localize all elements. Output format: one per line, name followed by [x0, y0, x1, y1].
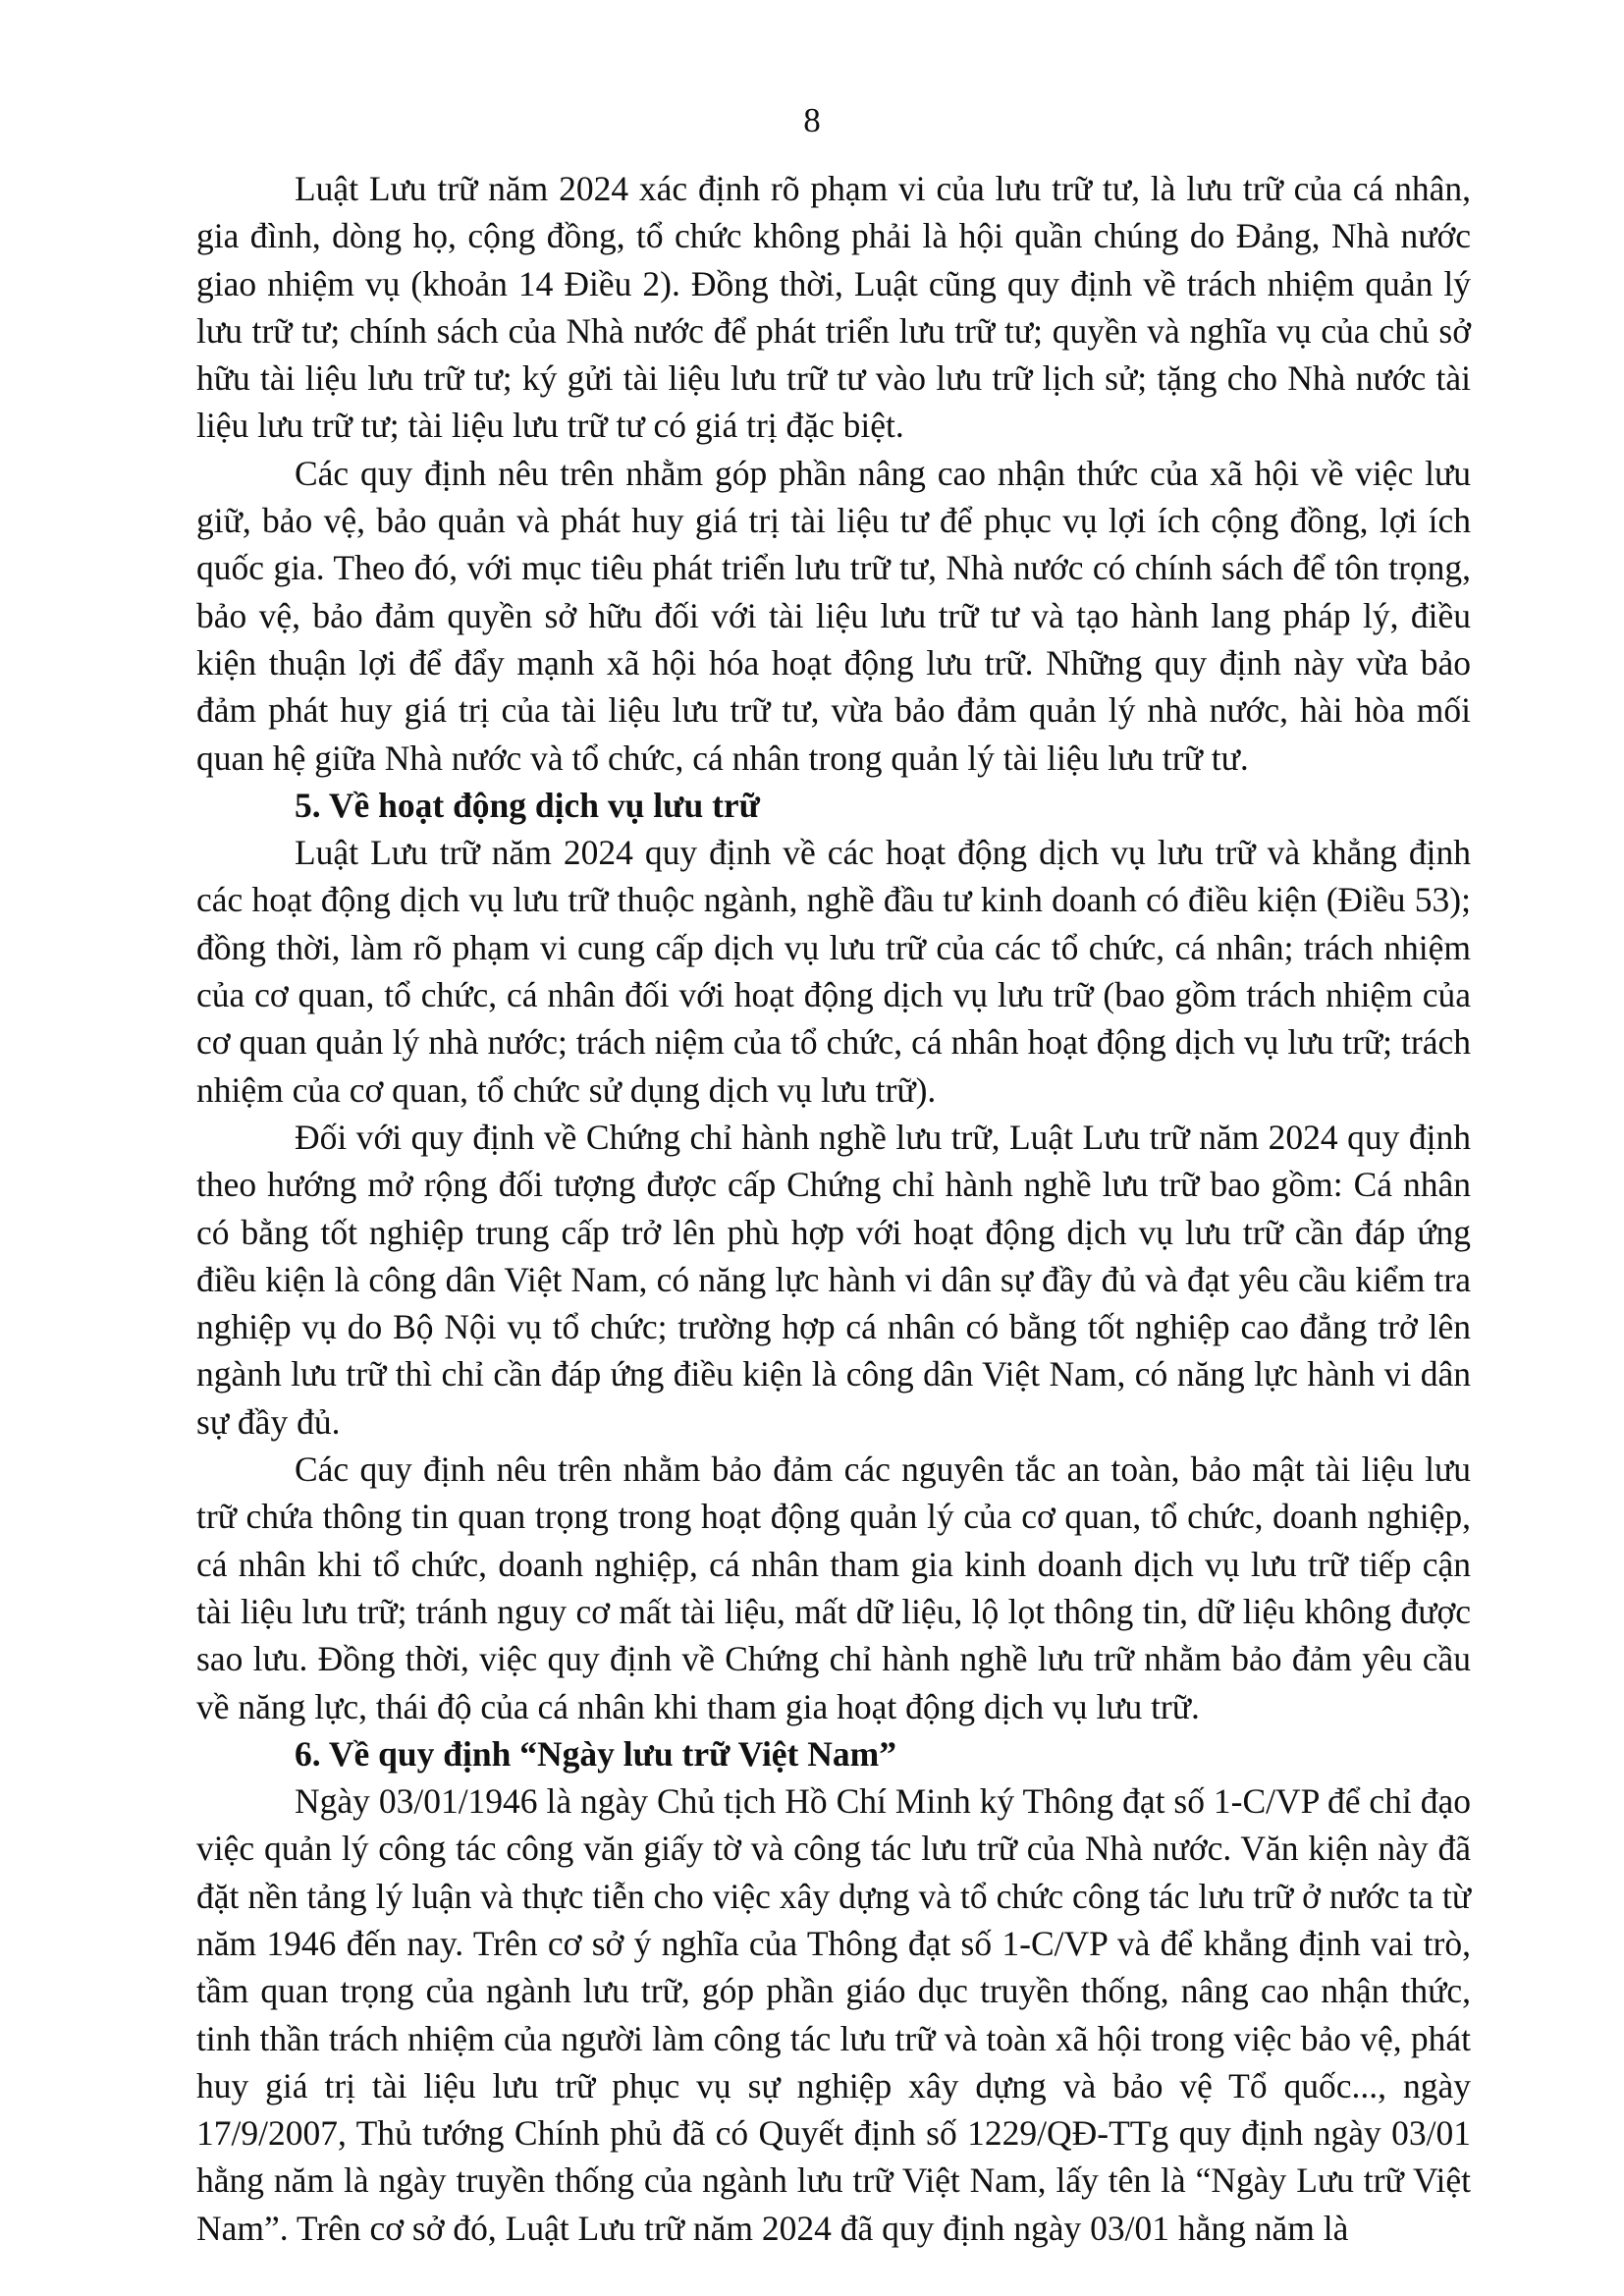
paragraph-security-principles: Các quy định nêu trên nhằm bảo đảm các nguyên tắc an toàn, bảo mật tài liệu lưu trữ chứa thông tin quan trọng trong hoạt động quản lý của cơ quan, tổ chức, doanh nghiệp, cá nhân khi tổ chức, doanh nghiệp, cá nhân tham gia kinh doanh dịch vụ lưu trữ tiếp cận tài liệu lưu trữ; tránh nguy cơ mất tài liệu, mất dữ liệu, lộ lọt thông tin, dữ liệu không được sao lưu. Đồng thời, việc quy định về Chứng chỉ hành nghề lưu trữ nhằm bảo đảm yêu cầu về năng lực, thái độ của cá nhân khi tham gia hoạt động dịch vụ lưu trữ. — [196, 1449, 1471, 1726]
paragraph-private-archives-purpose: Các quy định nêu trên nhằm góp phần nâng cao nhận thức của xã hội về việc lưu giữ, bảo vệ, bảo quản và phát huy giá trị tài liệu tư để phục vụ lợi ích cộng đồng, lợi ích quốc gia. Theo đó, với mục tiêu phát triển lưu trữ tư, Nhà nước có chính sách để tôn trọng, bảo vệ, bảo đảm quyền sở hữu đối với tài liệu lưu trữ tư và tạo hành lang pháp lý, điều kiện thuận lợi để đẩy mạnh xã hội hóa hoạt động lưu trữ. Những quy định này vừa bảo đảm phát huy giá trị của tài liệu lưu trữ tư, vừa bảo đảm quản lý nhà nước, hài hòa mối quan hệ giữa Nhà nước và tổ chức, cá nhân trong quản lý tài liệu lưu trữ tư. — [196, 453, 1471, 778]
section-heading-vietnam-archives-day: 6. Về quy định “Ngày lưu trữ Việt Nam” — [295, 1733, 896, 1774]
document-body — [196, 165, 1471, 2252]
paragraph-practice-certificate: Đối với quy định về Chứng chỉ hành nghề lưu trữ, Luật Lưu trữ năm 2024 quy định theo hướng mở rộng đối tượng được cấp Chứng chỉ hành nghề lưu trữ bao gồm: Cá nhân có bằng tốt nghiệp trung cấp trở lên phù hợp với hoạt động dịch vụ lưu trữ cần đáp ứng điều kiện là công dân Việt Nam, có năng lực hành vi dân sự đầy đủ và đạt yêu cầu kiểm tra nghiệp vụ do Bộ Nội vụ tổ chức; trường hợp cá nhân có bằng tốt nghiệp cao đẳng trở lên ngành lưu trữ thì chỉ cần đáp ứng điều kiện là công dân Việt Nam, có năng lực hành vi dân sự đầy đủ. — [196, 1117, 1471, 1442]
page-number: 8 — [803, 101, 821, 139]
paragraph-private-archives-scope: Luật Lưu trữ năm 2024 xác định rõ phạm vi của lưu trữ tư, là lưu trữ của cá nhân, gia đình, dòng họ, cộng đồng, tổ chức không phải là hội quần chúng do Đảng, Nhà nước giao nhiệm vụ (khoản 14 Điều 2). Đồng thời, Luật cũng quy định về trách nhiệm quản lý lưu trữ tư; chính sách của Nhà nước để phát triển lưu trữ tư; quyền và nghĩa vụ của chủ sở hữu tài liệu lưu trữ tư; ký gửi tài liệu lưu trữ tư vào lưu trữ lịch sử; tặng cho Nhà nước tài liệu lưu trữ tư; tài liệu lưu trữ tư có giá trị đặc biệt. — [196, 169, 1471, 446]
paragraph-archives-day-history: Ngày 03/01/1946 là ngày Chủ tịch Hồ Chí Minh ký Thông đạt số 1-C/VP để chỉ đạo việc quản lý công tác công văn giấy tờ và công tác lưu trữ của Nhà nước. Văn kiện này đã đặt nền tảng lý luận và thực tiễn cho việc xây dựng và tổ chức công tác lưu trữ ở nước ta từ năm 1946 đến nay. Trên cơ sở ý nghĩa của Thông đạt số 1-C/VP và để khẳng định vai trò, tầm quan trọng của ngành lưu trữ, góp phần giáo dục truyền thống, nâng cao nhận thức, tinh thần trách nhiệm của người làm công tác lưu trữ và toàn xã hội trong việc bảo vệ, phát huy giá trị tài liệu lưu trữ phục vụ sự nghiệp xây dựng và bảo vệ Tổ quốc..., ngày 17/9/2007, Thủ tướng Chính phủ đã có Quyết định số 1229/QĐ-TTg quy định ngày 03/01 hằng năm là ngày truyền thống của ngành lưu trữ Việt Nam, lấy tên là “Ngày Lưu trữ Việt Nam”. Trên cơ sở đó, Luật Lưu trữ năm 2024 đã quy định ngày 03/01 hằng năm là — [196, 1781, 1471, 2248]
section-heading-archival-services: 5. Về hoạt động dịch vụ lưu trữ — [295, 785, 760, 825]
paragraph-archival-services-regulation: Luật Lưu trữ năm 2024 quy định về các hoạt động dịch vụ lưu trữ và khẳng định các hoạt động dịch vụ lưu trữ thuộc ngành, nghề đầu tư kinh doanh có điều kiện (Điều 53); đồng thời, làm rõ phạm vi cung cấp dịch vụ lưu trữ của các tổ chức, cá nhân; trách nhiệm của cơ quan, tổ chức, cá nhân đối với hoạt động dịch vụ lưu trữ (bao gồm trách nhiệm của cơ quan quản lý nhà nước; trách niệm của tổ chức, cá nhân hoạt động dịch vụ lưu trữ; trách nhiệm của cơ quan, tổ chức sử dụng dịch vụ lưu trữ). — [196, 833, 1471, 1110]
